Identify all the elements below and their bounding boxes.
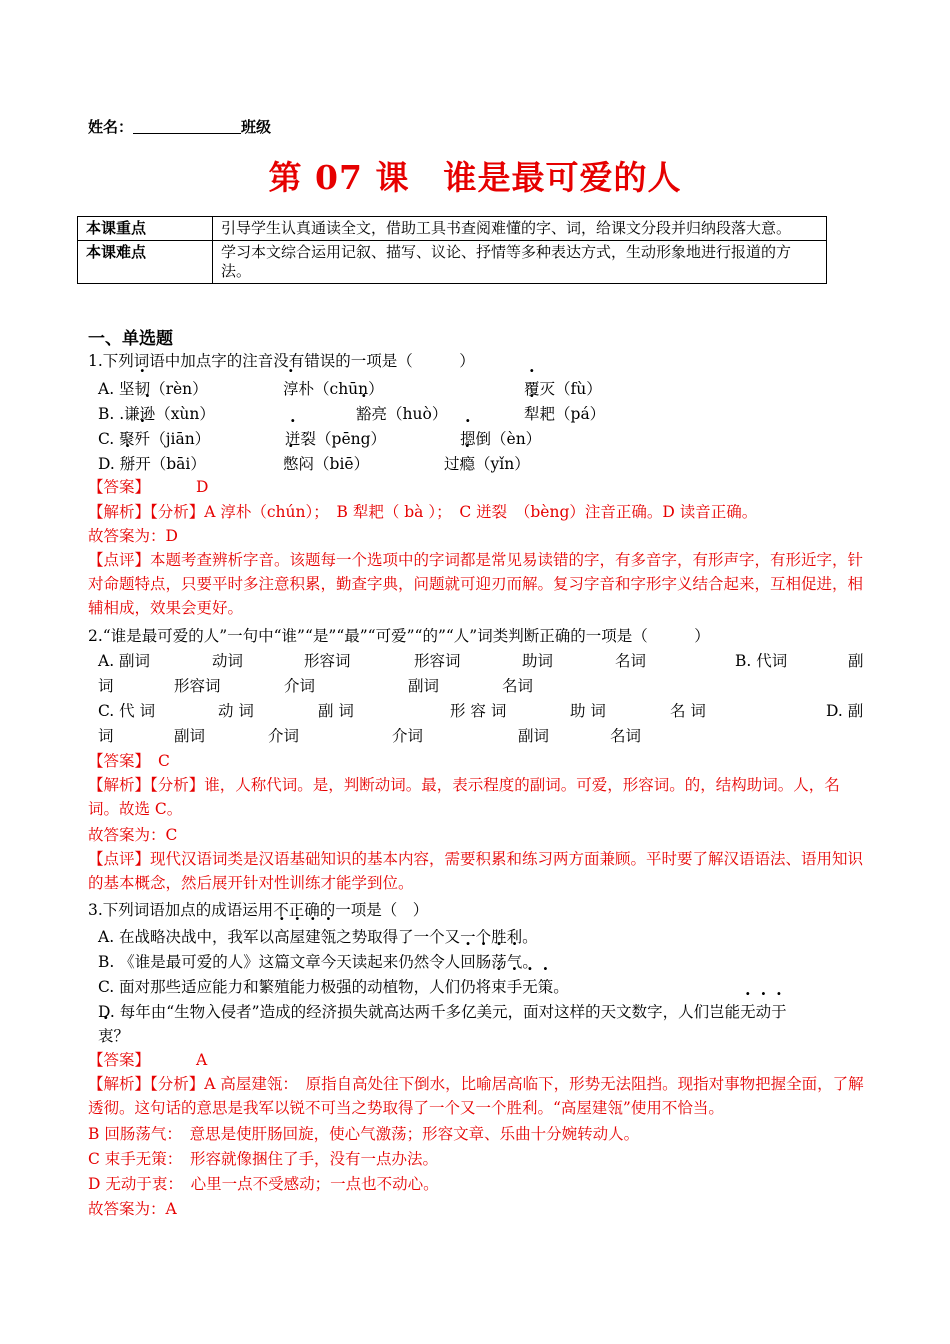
text: 耙（pá） — [539, 405, 606, 423]
dotted-char: 淳 — [283, 380, 299, 398]
dotted-char: 无 — [740, 1003, 756, 1021]
key-points-label: 本课重点 — [78, 217, 213, 241]
dotted-char: 动 — [755, 1003, 772, 1021]
class-label: 班级 — [241, 118, 272, 136]
table-row — [78, 241, 827, 284]
dotted-char: 于 — [771, 1003, 787, 1021]
dotted-char: 掰 — [119, 455, 136, 473]
dotted-char: 犁 — [524, 405, 540, 423]
dotted-char: 束 — [491, 978, 507, 996]
q1-analysis: 【解析】【分析】A 淳朴（chún）； B 犁耙（ bà ）； C 迸裂 （bèng）注音正确。D 读音正确。 — [88, 503, 758, 521]
q3-conclusion: 故答案为：A — [88, 1200, 177, 1218]
dotted-char: 屋 — [289, 928, 306, 946]
option-word: 词 — [98, 677, 114, 695]
text: 裂（pēng） — [300, 430, 387, 448]
q3-stem: 3.下列词语加点的成语运用不正确的一项是（ ） — [88, 901, 429, 919]
text: 灭（fù） — [539, 380, 602, 398]
key-points-value: 引导学生认真通读全文，借助工具书查阅难懂的字、词，给课文分段并归纳段落大意。 — [213, 217, 827, 241]
dotted-char: 摁 — [460, 430, 476, 448]
q3-option-a — [98, 925, 538, 947]
difficulties-value: 学习本文综合运用记叙、描写、议论、抒情等多种表达方式，生动形象地进行报道的方法。 — [213, 241, 827, 284]
text: 之势取得了一个又一个胜利。 — [336, 928, 538, 946]
dotted-char: 憋 — [283, 455, 299, 473]
q2-answer — [88, 749, 170, 771]
option-word: 副词 — [518, 727, 550, 745]
option-word: C. 代 词 — [98, 702, 156, 720]
dotted-char: 歼 — [134, 430, 151, 448]
dotted-char: 瓴 — [320, 928, 337, 946]
text: 闷（biē） — [298, 455, 370, 473]
option-word: 介词 — [284, 677, 316, 695]
option-word: 副 词 — [318, 702, 354, 720]
option-word: D. 副 — [826, 702, 864, 720]
option-word: 名词 — [610, 727, 642, 745]
q2-analysis: 【解析】【分析】谁，人称代词。是，判断动词。最，表示程度的副词。可爱，形容词。的，结构助词。人，名词。故选 C。 — [88, 776, 840, 818]
dotted-char: 建 — [305, 928, 321, 946]
table-row — [78, 217, 827, 241]
text: C. 面对那些适应能力和繁殖能力极强的动植物，人们仍将 — [98, 978, 492, 996]
option-word: 副词 — [408, 677, 440, 695]
q2-conclusion: 故答案为：C — [88, 826, 178, 844]
dotted-char: 韧 — [134, 380, 151, 398]
section-title: 一、单选题 — [88, 329, 173, 349]
dotted-char: 荡 — [491, 953, 507, 971]
text: （rèn） — [150, 380, 208, 398]
dotted-char: 无 — [522, 978, 538, 996]
option-word: 介词 — [392, 727, 424, 745]
option-word: 助词 — [522, 652, 554, 670]
q2-comment: 【点评】现代汉语词类是汉语基础知识的基本内容，需要积累和练习两方面兼顾。平时要了解汉语语法、语用知识的基本概念，然后展开针对性训练才能学到位。 — [88, 850, 864, 892]
text: B. 《谁是最可爱的人》这篇文章今天读起来仍然令人 — [98, 953, 461, 971]
answer-value: D — [196, 478, 209, 496]
option-word: 形容词 — [174, 677, 221, 695]
text: （xùn） — [155, 405, 215, 423]
q3-answer — [88, 1048, 207, 1070]
dotted-idiom — [274, 928, 336, 946]
option-word: 名词 — [615, 652, 647, 670]
option-word: 词 — [98, 727, 114, 745]
option-word: 介词 — [268, 727, 300, 745]
text: B. .谦 — [98, 405, 140, 423]
text: A. 在战略决战中，我军以 — [98, 928, 275, 946]
q3-option-c — [98, 975, 569, 997]
answer-label: 【答案】 — [88, 478, 151, 496]
answer-label: 【答案】 — [88, 752, 151, 770]
dotted-char: 气 — [506, 953, 523, 971]
q1-conclusion: 故答案为：D — [88, 527, 178, 545]
option-word: 名 词 — [670, 702, 706, 720]
text: ？ — [113, 1027, 130, 1045]
dotted-idiom — [491, 978, 553, 996]
option-word: A. 副词 — [98, 652, 151, 670]
name-blank[interactable] — [133, 119, 241, 134]
option-word: 动词 — [212, 652, 244, 670]
dotted-char: 瘾 — [459, 455, 476, 473]
text: D. 每年由“生物入侵者”造成的经济损失就高达两千多亿美元，面对这样的天文数字，人们岂能 — [98, 1003, 741, 1021]
q2-stem: 2.“谁是最可爱的人”一句中“谁”“是”“最”“可爱”“的”“人”词类判断正确的一项是（ ） — [88, 627, 710, 645]
text: A. 坚 — [98, 380, 135, 398]
option-word: B. 代词 — [735, 652, 788, 670]
dotted-char: 迸 — [285, 430, 301, 448]
q3-note-b: B 回肠荡气： 意思是使肝肠回旋，使心气激荡；形容文章、乐曲十分婉转动人。 — [88, 1125, 640, 1143]
q1-stem: 1.下列词语中加点字的注音没有错误的一项是（ ） — [88, 352, 475, 370]
answer-value: C — [158, 752, 170, 770]
text: C. 聚 — [98, 430, 135, 448]
text: 。 — [553, 978, 569, 996]
dotted-idiom: 衷 — [98, 1027, 114, 1045]
option-word: 形容词 — [304, 652, 351, 670]
text: 倒（èn） — [475, 430, 542, 448]
q3-analysis: 【解析】【分析】A 高屋建瓴： 原指自高处往下倒水，比喻居高临下，形势无法阻挡。现指对事物把握全面，了解透彻。这句话的意思是我军以锐不可当之势取得了一个又一个胜利。“高屋建瓴”使用不恰当。 — [88, 1075, 864, 1117]
answer-label: 【答案】 — [88, 1051, 151, 1069]
dotted-idiom — [740, 1003, 787, 1021]
text: （jiān） — [150, 430, 211, 448]
answer-value: A — [196, 1051, 208, 1069]
q3-option-d — [98, 1000, 787, 1022]
page-title: 第 07 课 谁是最可爱的人 — [268, 158, 682, 197]
text: 开（bāi） — [135, 455, 206, 473]
q3-note-c: C 束手无策： 形容就像捆住了手，没有一点办法。 — [88, 1150, 439, 1168]
dotted-char: 覆 — [524, 380, 540, 398]
text: 。 — [522, 953, 538, 971]
dotted-char: 肠 — [475, 953, 492, 971]
q3-option-d-cont — [98, 1024, 129, 1046]
text: D. — [98, 455, 120, 473]
option-word: 名词 — [502, 677, 534, 695]
q1-comment: 【点评】本题考查辨析字音。该题每一个选项中的字词都是常见易读错的字，有多音字，有形声字，有形近字，针对命题特点，只要平时多注意积累，勤查字典，问题就可迎刃而解。复习字音和字形字义结合起来，互相促进，相辅相成，效果会更好。 — [88, 551, 864, 617]
dotted-char: 逊 — [139, 405, 156, 423]
option-word: 动 词 — [218, 702, 254, 720]
dotted-char: 高 — [274, 928, 290, 946]
name-class-line — [88, 116, 271, 137]
name-label: 姓名： — [88, 118, 134, 136]
option-word: 副词 — [174, 727, 206, 745]
q3-note-d: D 无动于衷： 心里一点不受感动；一点也不动心。 — [88, 1175, 439, 1193]
difficulties-label: 本课难点 — [78, 241, 213, 284]
dotted-char: 回 — [460, 953, 476, 971]
option-word: 形容词 — [414, 652, 461, 670]
q1-answer — [88, 475, 208, 497]
dotted-char: 豁 — [356, 405, 372, 423]
dotted-char: 策 — [537, 978, 554, 996]
option-word: 副 — [848, 652, 864, 670]
option-word: 助 词 — [570, 702, 606, 720]
q3-option-b — [98, 950, 538, 972]
text: 亮（huò） — [371, 405, 448, 423]
lesson-info-table — [77, 216, 827, 284]
dotted-char: 手 — [506, 978, 523, 996]
option-word: 形 容 词 — [450, 702, 507, 720]
text: （yǐn） — [475, 455, 530, 473]
text: 过 — [444, 455, 460, 473]
text: 朴（chūn） — [298, 380, 384, 398]
